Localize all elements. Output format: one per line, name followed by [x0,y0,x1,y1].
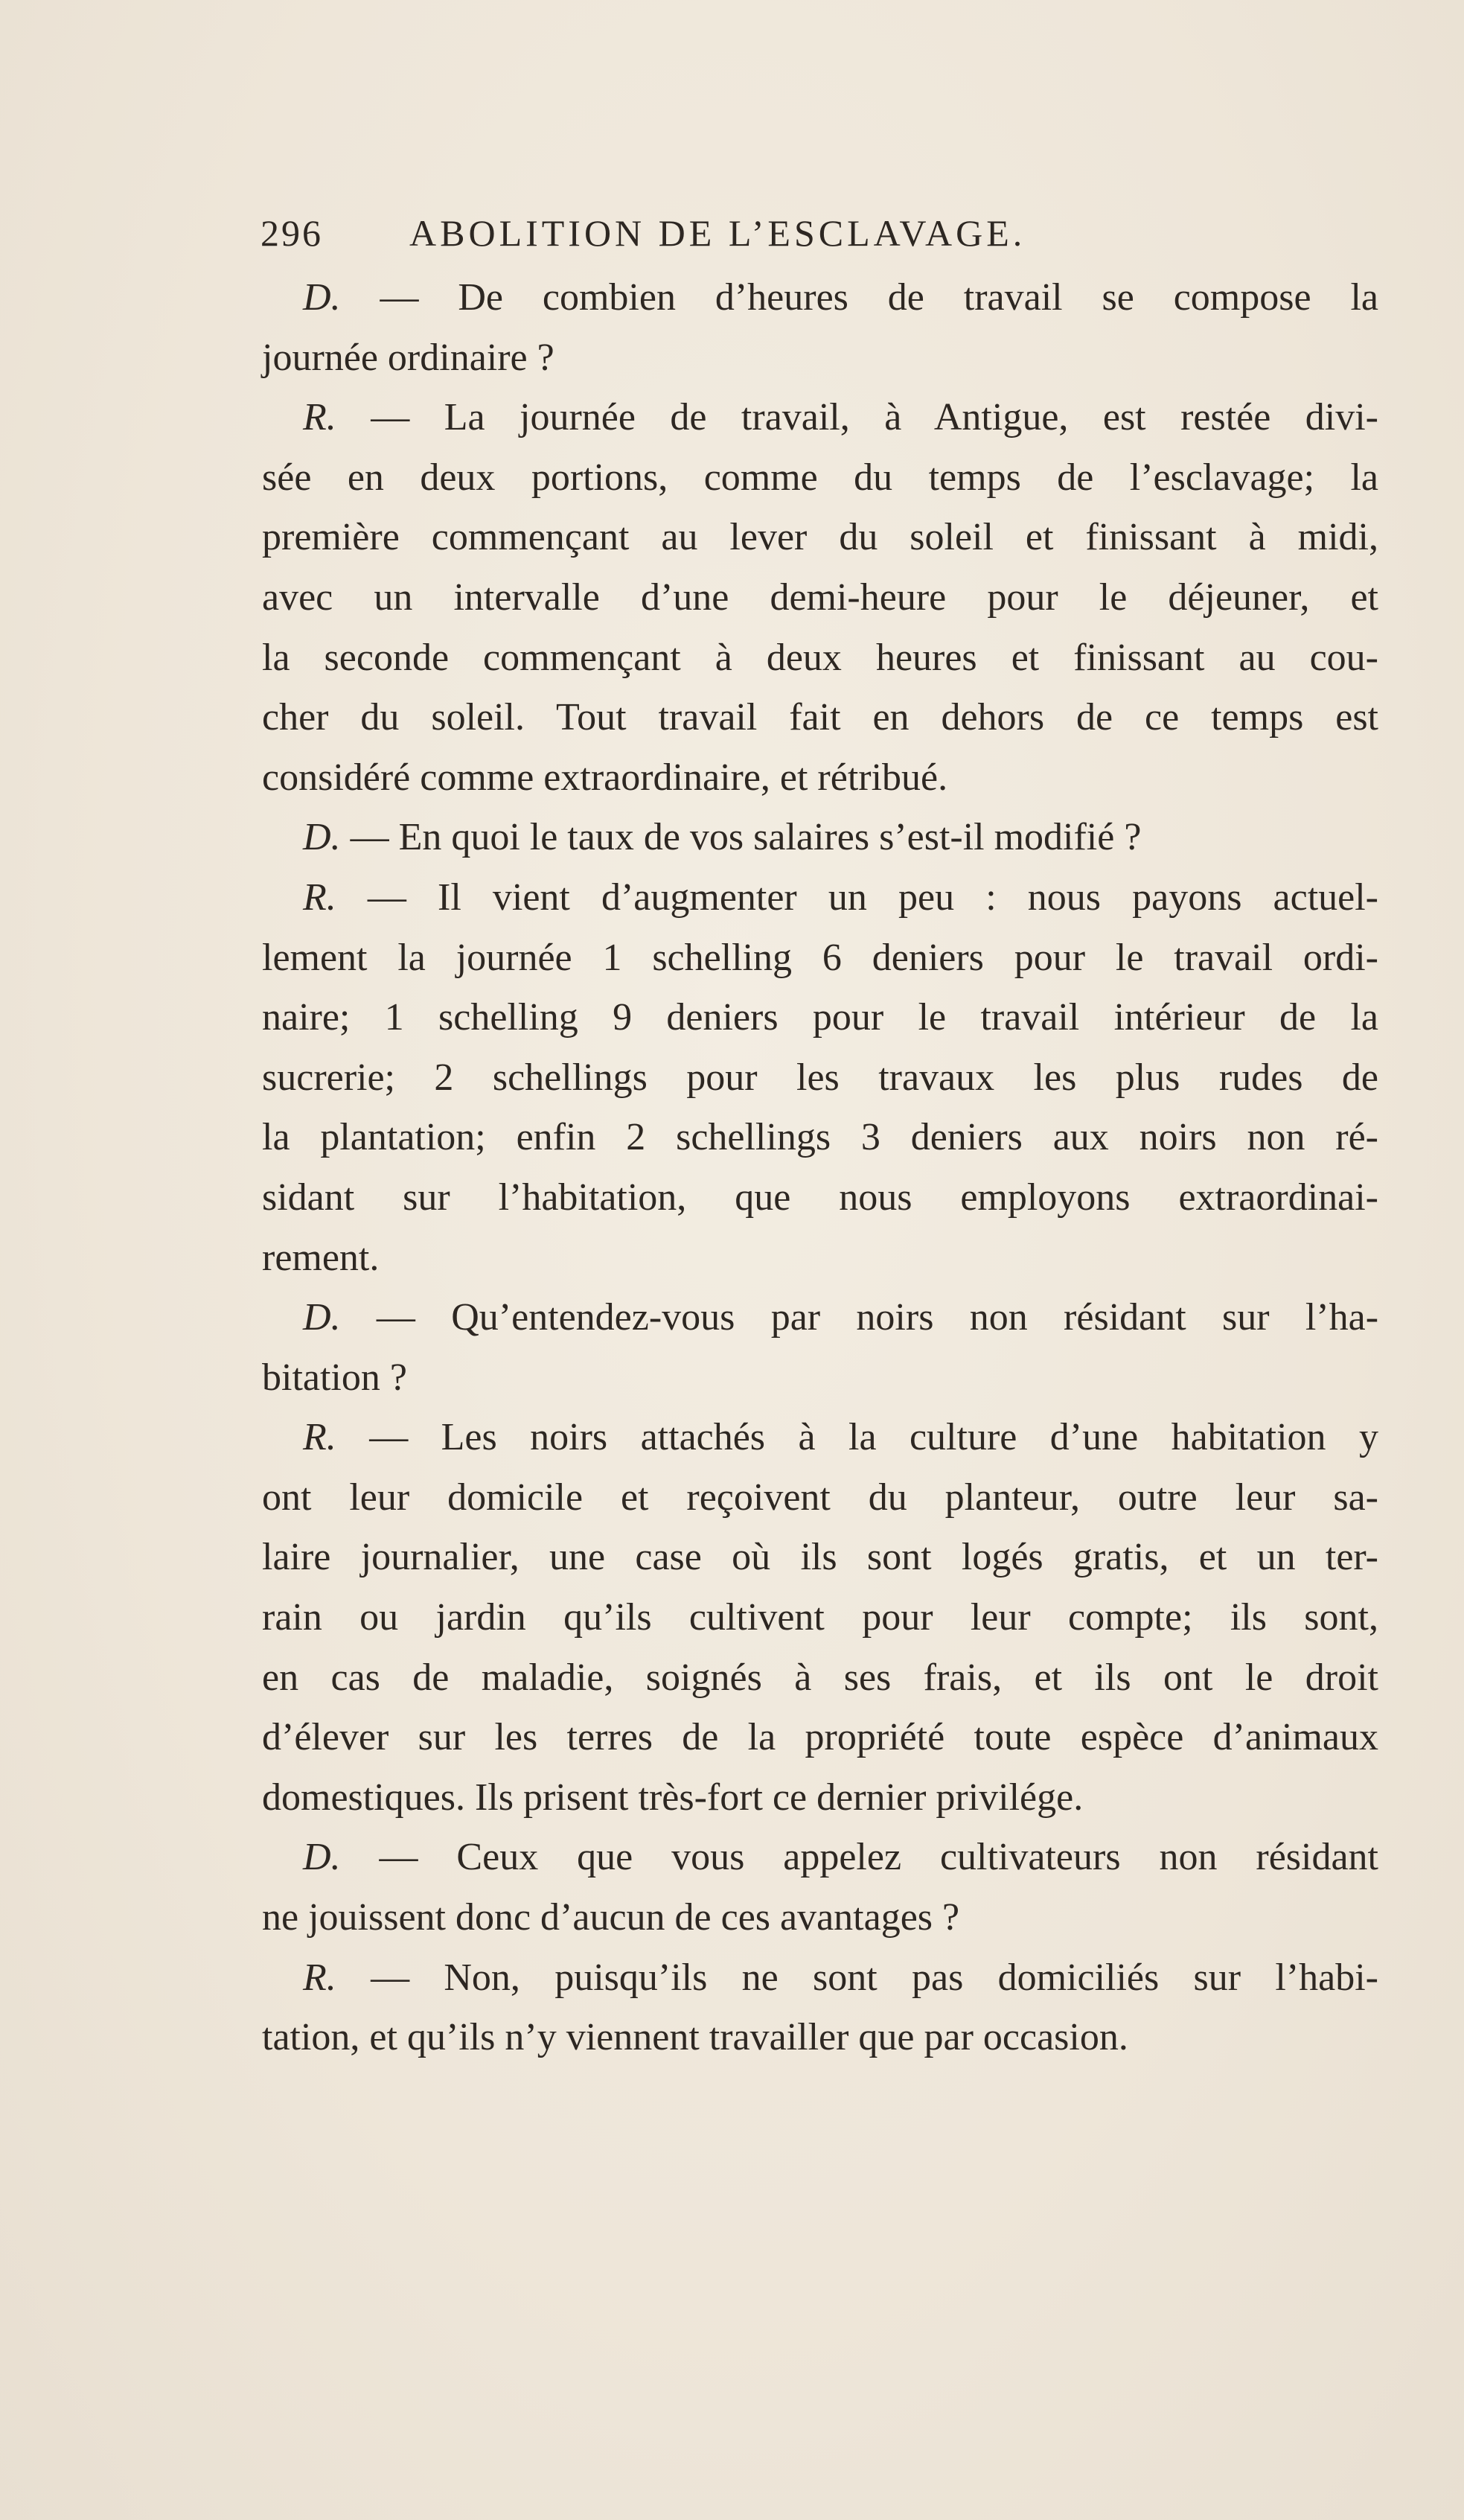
line-text: naire; 1 schelling 9 deniers pour le travail intérieur de la [262,996,1378,1039]
page-header [260,207,1228,259]
text-line [262,928,1378,989]
line-text: la plantation; enfin 2 schellings 3 deniers aux noirs non ré- [262,1116,1378,1159]
line-text: ne jouissent donc d’aucun de ces avantages ? [262,1896,960,1939]
speaker-label: D. [303,1836,341,1879]
text-line [262,988,1378,1048]
line-text: ont leur domicile et reçoivent du planteur, outre leur sa- [262,1476,1378,1519]
line-text: sucrerie; 2 schellings pour les travaux les plus rudes de [262,1056,1378,1099]
text-line [262,2008,1378,2068]
text-line [262,1948,1378,2009]
text-line [262,328,1378,389]
line-text: — En quoi le taux de vos salaires s’est-il modifié ? [350,816,1142,859]
speaker-label: R. [303,1416,336,1459]
text-line [262,1708,1378,1768]
speaker-label: R. [303,875,336,919]
text-line [262,268,1378,328]
text-line [262,748,1378,808]
line-text: — Ceux que vous appelez cultivateurs non résidant [379,1836,1379,1879]
text-line [262,1588,1378,1648]
line-text: — La journée de travail, à Antigue, est restée divi- [371,396,1379,439]
line-text: — Qu’entendez-vous par noirs non résidant sur l’ha- [376,1296,1379,1339]
speaker-label: D. [303,276,341,319]
line-text: — De combien d’heures de travail se compose la [380,276,1378,319]
text-line [262,1408,1378,1468]
text-line [262,628,1378,689]
running-title: ABOLITION DE L’ESCLAVAGE. [409,212,1026,254]
text-line [262,448,1378,508]
line-text: bitation ? [262,1356,407,1399]
line-text: d’élever sur les terres de la propriété toute espèce d’animaux [262,1716,1378,1759]
text-line [262,1768,1378,1828]
text-line [262,1828,1378,1888]
line-text: laire journalier, une case où ils sont logés gratis, et un ter- [262,1536,1378,1579]
speaker-label: R. [303,1956,336,1999]
line-text: considéré comme extraordinaire, et rétribué. [262,756,948,799]
text-line [262,1888,1378,1948]
line-text: journée ordinaire ? [262,336,554,379]
line-text: domestiques. Ils prisent très-fort ce dernier privilége. [262,1776,1084,1819]
text-line [262,1468,1378,1528]
line-text: en cas de maladie, soignés à ses frais, et ils ont le droit [262,1656,1378,1699]
line-text: sée en deux portions, comme du temps de l’esclavage; la [262,456,1378,499]
line-text: rement. [262,1236,380,1279]
speaker-label: D. [303,816,341,859]
text-line [262,508,1378,568]
line-text: — Les noirs attachés à la culture d’une habitation y [369,1416,1378,1459]
text-line [262,388,1378,448]
text-line [262,1168,1378,1228]
text-line [262,1288,1378,1348]
page-number: 296 [260,212,323,254]
text-line [262,1528,1378,1588]
line-text: rain ou jardin qu’ils cultivent pour leur compte; ils sont, [262,1596,1378,1639]
line-text: avec un intervalle d’une demi-heure pour le déjeuner, et [262,575,1378,619]
line-text: — Il vient d’augmenter un peu : nous payons actuel- [367,875,1378,919]
text-line [262,808,1378,868]
text-line [262,868,1378,928]
line-text: lement la journée 1 schelling 6 deniers pour le travail ordi- [262,936,1378,979]
line-text: cher du soleil. Tout travail fait en dehors de ce temps est [262,696,1378,739]
text-line [262,1048,1378,1109]
text-line [262,1348,1378,1409]
line-text: — Non, puisqu’ils ne sont pas domiciliés sur l’habi- [371,1956,1378,1999]
text-line [262,1648,1378,1709]
speaker-label: R. [303,396,336,439]
speaker-label: D. [303,1296,341,1339]
text-line [262,1108,1378,1168]
text-line [262,1228,1378,1289]
line-text: première commençant au lever du soleil et finissant à midi, [262,516,1378,559]
body-text [262,268,1378,2068]
line-text: la seconde commençant à deux heures et finissant au cou- [262,636,1378,679]
text-line [262,568,1378,628]
text-line [262,688,1378,748]
line-text: tation, et qu’ils n’y viennent travailler que par occasion. [262,2016,1128,2059]
line-text: sidant sur l’habitation, que nous employons extraordinai- [262,1176,1378,1219]
